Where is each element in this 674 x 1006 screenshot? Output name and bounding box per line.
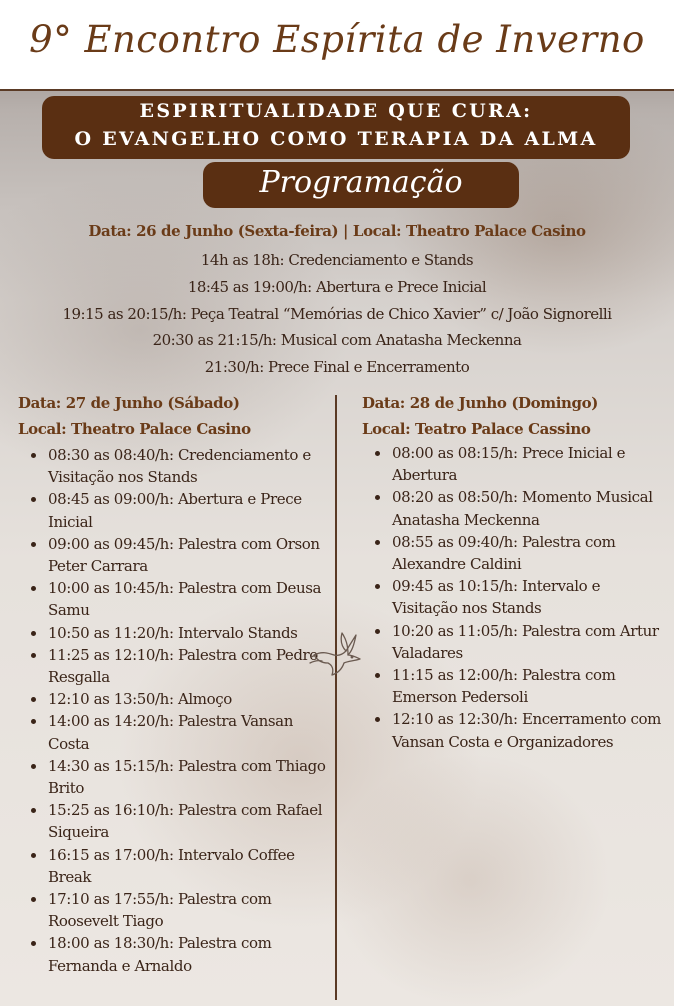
- day3-item: 08:20 as 08:50/h: Momento Musical Anatasha Meckenna: [362, 486, 662, 530]
- bullet-icon: [375, 584, 380, 589]
- bullet-icon: [375, 495, 380, 500]
- title-divider: [0, 89, 674, 91]
- day2-item: 10:50 as 11:20/h: Intervalo Stands: [18, 622, 333, 644]
- day3-item: 09:45 as 10:15/h: Intervalo e Visitação nos Stands: [362, 575, 662, 619]
- programacao-banner: [203, 162, 519, 208]
- day2-location: Local: Theatro Palace Casino: [18, 420, 251, 438]
- day1-item: 20:30 as 21:15/h: Musical com Anatasha Meckenna: [152, 331, 522, 350]
- day2-item: 17:10 as 17:55/h: Palestra com Roosevelt Tiago: [18, 888, 333, 932]
- bullet-icon: [31, 653, 36, 658]
- theme-banner: [42, 96, 630, 159]
- day2-item: 08:30 as 08:40/h: Credenciamento e Visitação nos Stands: [18, 444, 333, 488]
- bullet-icon: [375, 540, 380, 545]
- day3-item: 11:15 as 12:00/h: Palestra com Emerson Pedersoli: [362, 664, 662, 708]
- day1-schedule: [0, 247, 674, 381]
- bullet-icon: [31, 941, 36, 946]
- day3-item: 08:55 as 09:40/h: Palestra com Alexandre Caldini: [362, 531, 662, 575]
- day2-item: 15:25 as 16:10/h: Palestra com Rafael Siqueira: [18, 799, 333, 843]
- day3-item: 12:10 as 12:30/h: Encerramento com Vansan Costa e Organizadores: [362, 708, 662, 752]
- bullet-icon: [31, 631, 36, 636]
- bullet-icon: [31, 697, 36, 702]
- bullet-icon: [375, 451, 380, 456]
- bullet-icon: [31, 764, 36, 769]
- day2-item: 18:00 as 18:30/h: Palestra com Fernanda e Arnaldo: [18, 932, 333, 976]
- day3-date: Data: 28 de Junho (Domingo): [362, 394, 598, 412]
- bullet-icon: [31, 453, 36, 458]
- day2-item: 14:30 as 15:15/h: Palestra com Thiago Brito: [18, 755, 333, 799]
- theme-line-2: O EVANGELHO COMO TERAPIA DA ALMA: [74, 128, 598, 150]
- bullet-icon: [31, 542, 36, 547]
- day1-item: 14h as 18h: Credenciamento e Stands: [200, 251, 474, 269]
- day2-item: 08:45 as 09:00/h: Abertura e Prece Inicial: [18, 488, 333, 532]
- bullet-icon: [375, 629, 380, 634]
- day1-item: 19:15 as 20:15/h: Peça Teatral “Memórias de Chico Xavier” c/ João Signorelli: [62, 304, 612, 323]
- event-title: 9° Encontro Espírita de Inverno: [29, 18, 645, 61]
- day3-location: Local: Teatro Palace Cassino: [362, 420, 591, 438]
- bullet-icon: [375, 717, 380, 722]
- day1-item: 18:45 as 19:00/h: Abertura e Prece Inicial: [187, 277, 487, 296]
- bullet-icon: [31, 897, 36, 902]
- bullet-icon: [31, 497, 36, 502]
- day1-header: Data: 26 de Junho (Sexta-feira) | Local: Theatro Palace Casino: [88, 222, 586, 240]
- bullet-icon: [31, 719, 36, 724]
- bullet-icon: [31, 586, 36, 591]
- day2-item: 14:00 as 14:20/h: Palestra Vansan Costa: [18, 710, 333, 754]
- day3-schedule: [362, 442, 662, 753]
- day2-item: 11:25 as 12:10/h: Palestra com Pedro Resgalla: [18, 644, 333, 688]
- day3-item: 08:00 as 08:15/h: Prece Inicial e Abertura: [362, 442, 662, 486]
- theme-line-1: ESPIRITUALIDADE QUE CURA:: [139, 100, 533, 122]
- day1-item: 21:30/h: Prece Final e Encerramento: [204, 358, 470, 377]
- day2-schedule: [18, 444, 333, 977]
- bullet-icon: [375, 673, 380, 678]
- day3-item: 10:20 as 11:05/h: Palestra com Artur Valadares: [362, 620, 662, 664]
- day2-item: 09:00 as 09:45/h: Palestra com Orson Peter Carrara: [18, 533, 333, 577]
- day2-date: Data: 27 de Junho (Sábado): [18, 394, 240, 412]
- day2-item: 12:10 as 13:50/h: Almoço: [18, 688, 333, 710]
- column-divider: [335, 395, 337, 1000]
- bullet-icon: [31, 853, 36, 858]
- day2-item: 10:00 as 10:45/h: Palestra com Deusa Samu: [18, 577, 333, 621]
- section-label: Programação: [259, 165, 463, 200]
- dove-icon: [308, 625, 364, 677]
- bullet-icon: [31, 808, 36, 813]
- day2-item: 16:15 as 17:00/h: Intervalo Coffee Break: [18, 844, 333, 888]
